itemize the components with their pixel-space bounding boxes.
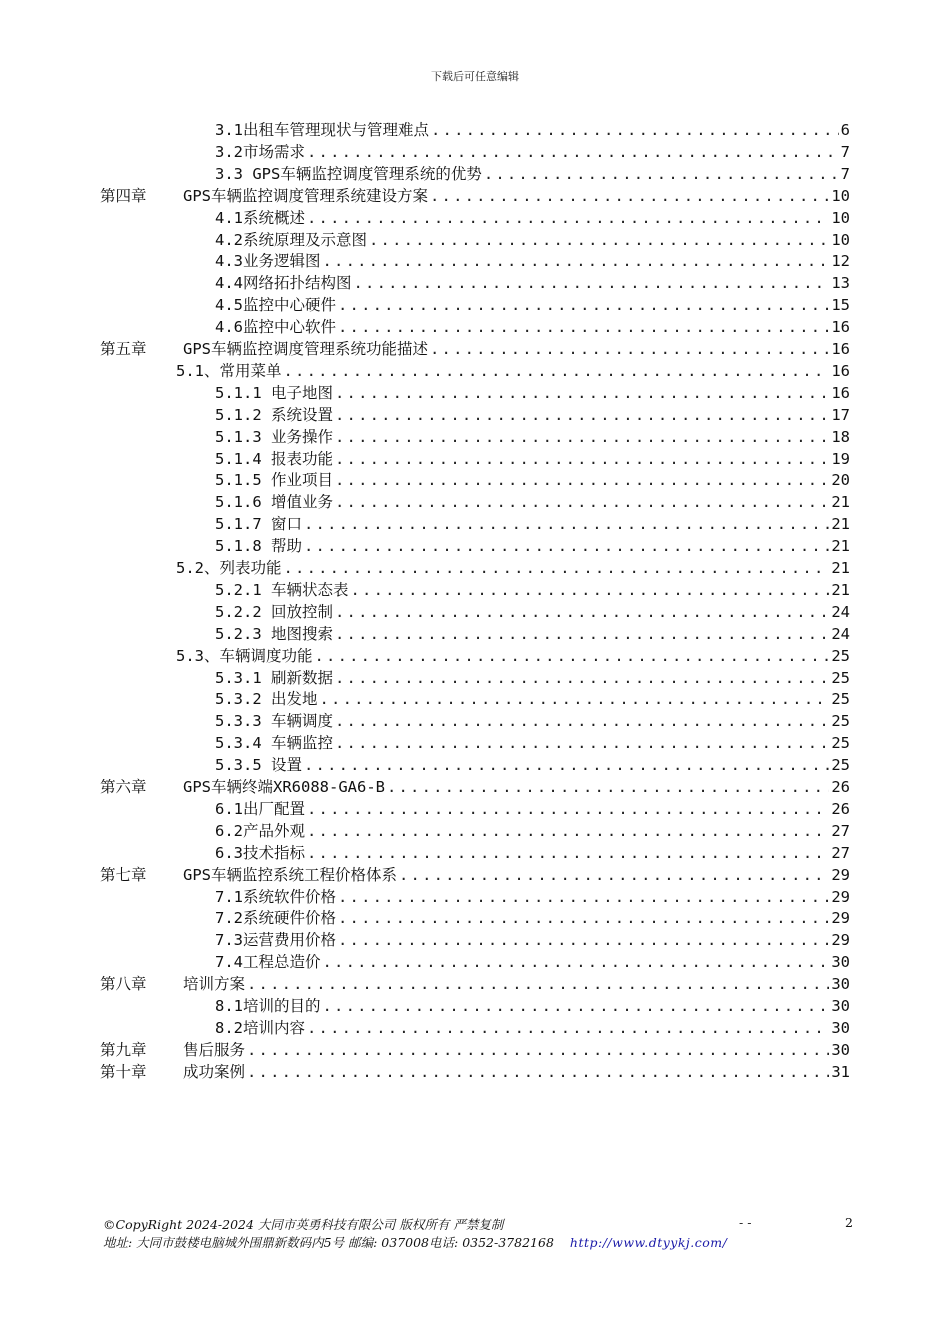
toc-entry-title (100, 1041, 245, 1059)
toc-entry[interactable] (215, 796, 850, 818)
toc-page-number: 27 (831, 843, 850, 862)
toc-entry-title (215, 603, 333, 621)
toc-entry-title (215, 997, 321, 1015)
toc-entry[interactable] (100, 862, 850, 884)
footer-url-link[interactable]: http://www.dtyykj.com/ (569, 1235, 728, 1250)
toc-page-number: 19 (831, 449, 850, 468)
toc-entry-text: 5.1.5 作业项目 (215, 471, 333, 490)
toc-entry-title (215, 143, 305, 161)
toc-dot-leader (338, 296, 829, 314)
toc-dot-leader (304, 537, 829, 555)
toc-entry-text: 3.1出租车管理现状与管理难点 (215, 121, 429, 139)
toc-entry[interactable] (215, 665, 850, 687)
toc-entry[interactable] (215, 467, 850, 489)
toc-entry-title (215, 165, 482, 183)
toc-entry-text: 5.1.4 报表功能 (215, 449, 333, 468)
toc-chapter-label: 第六章 (100, 778, 147, 796)
toc-page-number: 29 (831, 909, 850, 928)
toc-entry-title (100, 187, 428, 205)
toc-page-number: 21 (831, 537, 850, 556)
toc-dot-leader (247, 1041, 829, 1059)
page-header: 下载后可任意编辑 (431, 70, 519, 83)
toc-entry[interactable] (215, 905, 850, 927)
toc-entry[interactable] (215, 248, 850, 270)
toc-dot-leader (315, 647, 830, 665)
toc-entry-text: 5.3、车辆调度功能 (176, 646, 313, 665)
toc-entry-text: 8.1培训的目的 (215, 997, 321, 1015)
toc-entry[interactable] (215, 840, 850, 862)
toc-dot-leader (351, 581, 830, 599)
toc-dot-leader (354, 274, 830, 292)
toc-entry-text: 5.1.3 业务操作 (215, 427, 333, 446)
toc-entry-text: 4.2系统原理及示意图 (215, 230, 367, 249)
toc-entry-title (100, 778, 385, 796)
toc-entry-text: 7.1系统软件价格 (215, 887, 336, 906)
toc-page-number: 29 (831, 865, 850, 884)
toc-dot-leader (338, 931, 829, 949)
toc-entry-title (215, 909, 336, 927)
toc-entry-title (215, 888, 336, 906)
toc-entry[interactable] (215, 621, 850, 643)
toc-entry-text: 5.2.1 车辆状态表 (215, 580, 349, 599)
toc-entry[interactable] (215, 686, 850, 708)
toc-dot-leader (335, 493, 829, 511)
toc-page-number: 12 (831, 252, 850, 271)
toc-entry[interactable] (215, 314, 850, 336)
toc-page-number: 31 (831, 1062, 850, 1081)
toc-dot-leader (320, 690, 830, 708)
toc-page-number: 18 (831, 427, 850, 446)
toc-page-number: 21 (831, 580, 850, 599)
toc-dot-leader (338, 318, 829, 336)
toc-entry-title (176, 362, 282, 380)
toc-page-number: 25 (831, 668, 850, 687)
toc-entry-title (215, 296, 336, 314)
toc-entry[interactable] (215, 949, 850, 971)
toc-entry[interactable] (215, 227, 850, 249)
toc-entry-text: 4.3业务逻辑图 (215, 252, 321, 271)
toc-dot-leader (307, 844, 829, 862)
toc-entry[interactable] (215, 599, 850, 621)
toc-dot-leader (304, 515, 829, 533)
toc-entry-text: 5.2、列表功能 (176, 559, 282, 577)
toc-entry[interactable] (215, 489, 850, 511)
toc-page-number: 26 (831, 778, 850, 796)
toc-entry-text: GPS车辆终端XR6088-GA6-B (183, 778, 385, 796)
toc-entry-title (215, 931, 336, 949)
toc-entry[interactable] (215, 1015, 850, 1037)
toc-dot-leader (247, 975, 829, 993)
toc-entry-text: 5.1.6 增值业务 (215, 493, 333, 512)
toc-page-number: 26 (831, 799, 850, 818)
toc-page-number: 17 (831, 405, 850, 424)
toc-page-number: 21 (831, 493, 850, 512)
toc-entry[interactable] (100, 971, 850, 993)
toc-entry-title (215, 209, 305, 227)
footer-dash: - - (739, 1215, 752, 1230)
toc-page-number: 29 (831, 931, 850, 950)
toc-dot-leader (307, 800, 829, 818)
toc-entry-text: 7.4工程总造价 (215, 953, 321, 972)
toc-entry-text: 4.6监控中心软件 (215, 318, 336, 337)
toc-page-number: 10 (831, 230, 850, 249)
toc-entry-text: 3.3 GPS车辆监控调度管理系统的优势 (215, 164, 482, 183)
toc-dot-leader (338, 909, 829, 927)
toc-entry-title (215, 1019, 305, 1037)
toc-entry-text: 5.1.2 系统设置 (215, 405, 333, 424)
toc-entry[interactable] (215, 117, 850, 139)
toc-dot-leader (323, 252, 830, 270)
toc-entry-title (215, 581, 349, 599)
toc-entry[interactable] (100, 183, 850, 205)
toc-entry-text: 8.2培训内容 (215, 1018, 305, 1037)
toc-dot-leader (335, 406, 829, 424)
toc-page-number: 25 (831, 712, 850, 731)
toc-chapter-label: 第九章 (100, 1040, 147, 1059)
toc-page-number: 10 (831, 208, 850, 227)
toc-page-number: 30 (831, 975, 850, 994)
toc-entry-title (215, 428, 333, 446)
toc-page-number: 6 (840, 121, 850, 139)
toc-dot-leader (369, 231, 829, 249)
toc-dot-leader (335, 428, 829, 446)
toc-dot-leader (335, 625, 829, 643)
toc-entry-text: 5.1.8 帮助 (215, 537, 302, 556)
toc-entry-title (100, 340, 428, 358)
toc-entry-title (215, 537, 302, 555)
toc-entry-title (215, 318, 336, 336)
toc-entry[interactable] (215, 270, 850, 292)
toc-entry-text: 成功案例 (183, 1062, 246, 1081)
toc-entry[interactable] (215, 533, 850, 555)
toc-chapter-label: 第五章 (100, 340, 147, 358)
toc-dot-leader (338, 888, 829, 906)
toc-chapter-label: 第七章 (100, 865, 147, 884)
toc-entry-title (215, 515, 302, 533)
toc-entry[interactable] (215, 752, 850, 774)
toc-entry-text: 5.3.1 刷新数据 (215, 668, 333, 687)
toc-entry-title (215, 844, 305, 862)
toc-entry[interactable] (176, 643, 850, 665)
toc-entry-title (100, 1063, 245, 1081)
toc-entry-title (215, 384, 333, 402)
toc-entry-title (215, 406, 333, 424)
toc-entry[interactable] (215, 139, 850, 161)
toc-page-number: 10 (831, 186, 850, 205)
toc-entry-text: 6.1出厂配置 (215, 799, 305, 818)
toc-entry-text: 4.5监控中心硬件 (215, 296, 336, 315)
toc-entry[interactable] (215, 402, 850, 424)
toc-entry-text: GPS车辆监控调度管理系统建设方案 (183, 186, 428, 205)
toc-page-number: 24 (831, 602, 850, 621)
toc-entry-title (100, 866, 397, 884)
toc-page-number: 21 (831, 515, 850, 534)
page-footer (103, 1215, 863, 1251)
toc-entry[interactable] (215, 424, 850, 446)
page-number: 2 (845, 1215, 853, 1230)
toc-dot-leader (335, 471, 829, 489)
toc-dot-leader (284, 559, 830, 577)
toc-entry-title (215, 471, 333, 489)
toc-entry[interactable] (215, 446, 850, 468)
toc-entry-title (215, 669, 333, 687)
toc-dot-leader (484, 165, 839, 183)
toc-entry-text: 5.3.5 设置 (215, 756, 302, 775)
toc-entry-text: 5.2.3 地图搜索 (215, 624, 333, 643)
toc-entry-title (215, 121, 429, 139)
toc-entry[interactable] (100, 774, 850, 796)
toc-dot-leader (431, 121, 839, 139)
toc-entry[interactable] (215, 708, 850, 730)
toc-page-number: 30 (831, 1040, 850, 1059)
toc-dot-leader (304, 756, 829, 774)
toc-dot-leader (335, 669, 829, 687)
toc-entry-title (215, 231, 367, 249)
toc-page-number: 27 (831, 821, 850, 840)
toc-entry-text: GPS车辆监控调度管理系统功能描述 (183, 340, 428, 358)
toc-dot-leader (335, 712, 829, 730)
toc-entry-text: 4.4网络拓扑结构图 (215, 274, 352, 293)
toc-entry-title (215, 252, 321, 270)
toc-entry[interactable] (215, 730, 850, 752)
toc-entry-text: 售后服务 (183, 1040, 246, 1059)
footer-copyright: ©CopyRight 2024-2024 大同市英勇科技有限公司 版权所有 严禁复制 (103, 1217, 504, 1232)
toc-entry-text: 6.2产品外观 (215, 821, 305, 840)
toc-dot-leader (335, 734, 829, 752)
toc-entry[interactable] (100, 1037, 850, 1059)
toc-dot-leader (399, 866, 829, 884)
toc-entry-title (215, 690, 318, 708)
toc-page-number: 29 (831, 887, 850, 906)
toc-entry-text: 4.1系统概述 (215, 208, 305, 227)
toc-dot-leader (307, 209, 829, 227)
toc-entry-text: 5.3.4 车辆监控 (215, 734, 333, 753)
toc-entry-text: 5.1.7 窗口 (215, 515, 302, 534)
toc-entry-text: 7.2系统硬件价格 (215, 909, 336, 928)
toc-page-number: 30 (831, 997, 850, 1015)
toc-dot-leader (335, 450, 829, 468)
toc-entry-title (215, 450, 333, 468)
toc-page-number: 16 (831, 383, 850, 402)
toc-dot-leader (387, 778, 829, 796)
toc-page-number: 30 (831, 1018, 850, 1037)
toc-entry-text: 3.2市场需求 (215, 142, 305, 161)
toc-entry-text: 5.2.2 回放控制 (215, 602, 333, 621)
toc-entry-title (215, 712, 333, 730)
toc-dot-leader (284, 362, 830, 380)
toc-entry[interactable] (176, 555, 850, 577)
toc-chapter-label: 第十章 (100, 1062, 147, 1081)
toc-entry-title (215, 953, 321, 971)
toc-entry-text: GPS车辆监控系统工程价格体系 (183, 865, 397, 884)
toc-entry[interactable] (176, 358, 850, 380)
toc-entry-title (176, 559, 282, 577)
toc-dot-leader (335, 603, 829, 621)
toc-entry[interactable] (215, 818, 850, 840)
toc-entry-title (215, 800, 305, 818)
toc-page-number: 20 (831, 471, 850, 490)
toc-page-number: 24 (831, 624, 850, 643)
toc-entry[interactable] (215, 927, 850, 949)
toc-entry[interactable] (215, 993, 850, 1015)
toc-page-number: 25 (831, 756, 850, 775)
toc-entry[interactable] (215, 884, 850, 906)
toc-dot-leader (323, 953, 830, 971)
toc-entry-title (100, 975, 245, 993)
toc-entry-title (215, 493, 333, 511)
toc-entry-title (176, 647, 313, 665)
toc-dot-leader (307, 822, 829, 840)
toc-entry[interactable] (215, 380, 850, 402)
toc-entry[interactable] (100, 1059, 850, 1081)
toc-dot-leader (247, 1063, 829, 1081)
toc-entry[interactable] (215, 511, 850, 533)
toc-entry-text: 7.3运营费用价格 (215, 931, 336, 950)
footer-address: 地址: 大同市鼓楼电脑城外围鼎新数码内5号 邮编: 037008电话: 0352-3782168 (103, 1235, 554, 1250)
toc-dot-leader (307, 1019, 829, 1037)
toc-entry-title (215, 625, 333, 643)
toc-entry[interactable] (215, 577, 850, 599)
toc-dot-leader (323, 997, 830, 1015)
toc-entry[interactable] (215, 161, 850, 183)
toc-chapter-label: 第四章 (100, 186, 147, 205)
toc-dot-leader (430, 340, 829, 358)
toc-entry-title (215, 756, 302, 774)
toc-entry-text: 5.3.3 车辆调度 (215, 712, 333, 731)
toc-entry-title (215, 274, 352, 292)
toc-entry[interactable] (215, 292, 850, 314)
toc-entry-text: 5.1、常用菜单 (176, 361, 282, 380)
toc-page-number: 7 (840, 164, 850, 183)
toc-dot-leader (307, 143, 839, 161)
toc-page-number: 16 (831, 340, 850, 358)
toc-entry-text: 6.3技术指标 (215, 843, 305, 862)
toc-entry-text: 培训方案 (183, 975, 246, 994)
toc-entry-title (215, 822, 305, 840)
toc-dot-leader (335, 384, 829, 402)
toc-entry-title (215, 734, 333, 752)
toc-page-number: 7 (840, 142, 850, 161)
toc-entry[interactable] (100, 336, 850, 358)
toc-entry-text: 5.1.1 电子地图 (215, 383, 333, 402)
toc-page-number: 25 (831, 734, 850, 753)
toc-page-number: 16 (831, 318, 850, 337)
toc-page-number: 13 (831, 274, 850, 293)
toc-page-number: 15 (831, 296, 850, 315)
toc-page-number: 16 (831, 361, 850, 380)
toc-chapter-label: 第八章 (100, 975, 147, 994)
toc-entry-text: 5.3.2 出发地 (215, 690, 318, 709)
toc-entry[interactable] (215, 205, 850, 227)
toc-page-number: 21 (831, 559, 850, 577)
toc-page-number: 30 (831, 953, 850, 972)
toc-dot-leader (430, 187, 829, 205)
toc-page-number: 25 (831, 690, 850, 709)
toc-page-number: 25 (831, 646, 850, 665)
